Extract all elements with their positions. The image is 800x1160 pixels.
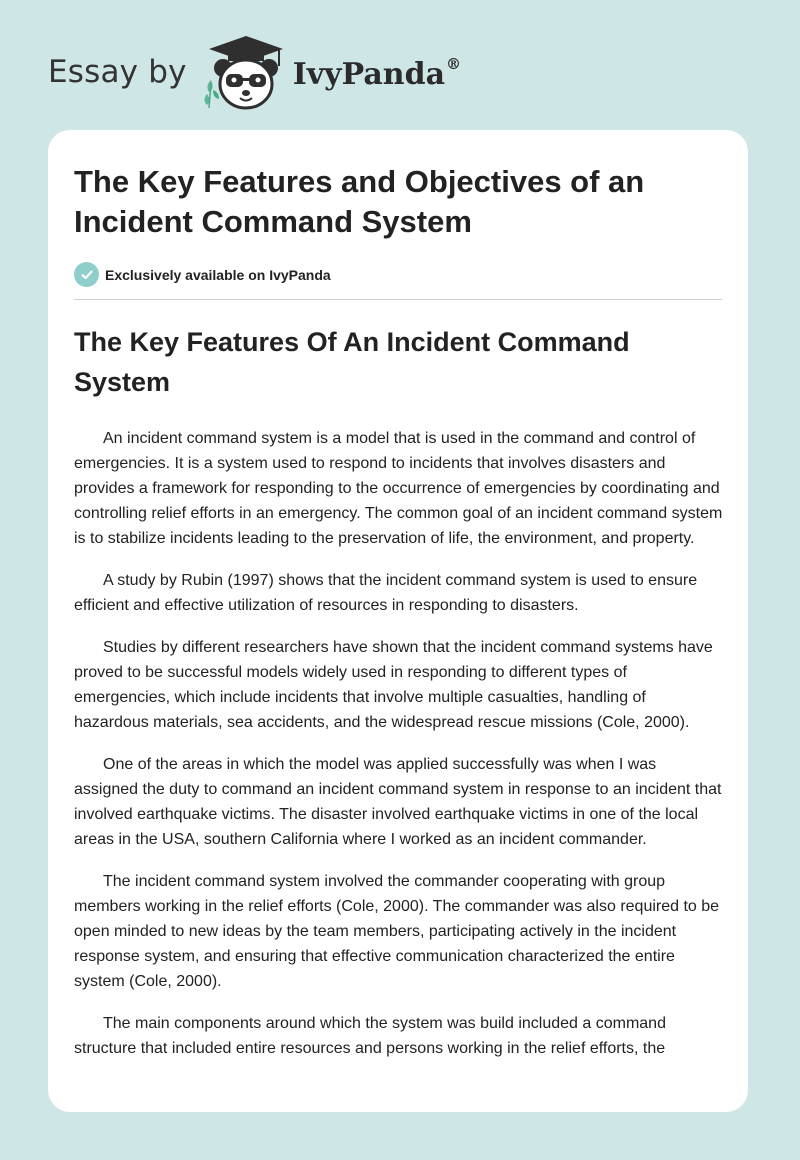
paragraph: The incident command system involved the commander cooperating with group members working in the relief efforts (Cole, 2000). The commander was also required to be open minded to new ideas by the team members, participating actively in the incident response system, and ensuring that effective communication characterized the entire system (Cole, 2000).: [74, 873, 720, 990]
ivypanda-logo-icon[interactable]: [201, 32, 291, 112]
paragraph: An incident command system is a model that is used in the command and control of emergencies. It is a system used to respond to incidents that involves disasters and provides a framework for responding to the occurrence of emergencies by coordinating and controlling relief efforts in an emergency. The common goal of an incident command system is to stabilize incidents leading to the preservation of life, the environment, and property.: [74, 430, 723, 547]
brand-name[interactable]: [292, 54, 462, 92]
paragraph: One of the areas in which the model was applied successfully was when I was assigned the duty to command an incident command system in response to an incident that involved earthquake victims. The disaster involved earthquake victims in one of the local areas in the USA, southern California where I worked as an incident commander.: [74, 756, 722, 848]
paragraph: A study by Rubin (1997) shows that the incident command system is used to ensure efficient and effective utilization of resources in responding to disasters.: [74, 572, 698, 614]
essay-by-label: Essay by: [48, 54, 187, 90]
exclusive-badge-text: Exclusively available on IvyPanda: [105, 266, 331, 283]
paragraph: The main components around which the system was build included a command structure that included entire resources and persons working in the relief efforts, the: [74, 1015, 666, 1057]
divider: [74, 299, 722, 300]
check-circle-icon: [74, 262, 99, 287]
essay-card: [48, 130, 748, 1112]
site-header: [48, 32, 461, 112]
section-heading: The Key Features Of An Incident Command System: [74, 327, 630, 397]
exclusive-badge: [74, 262, 722, 287]
paragraph: Studies by different researchers have shown that the incident command systems have proved to be successful models widely used in responding to different types of emergencies, which include incidents that involve multiple casualties, handling of hazardous materials, sea accidents, and the widespread rescue missions (Cole, 2000).: [74, 639, 713, 731]
brand-text[interactable]: IvyPanda: [292, 56, 446, 92]
registered-mark: ®: [446, 54, 462, 73]
essay-title: The Key Features and Objectives of an Incident Command System: [74, 164, 645, 239]
